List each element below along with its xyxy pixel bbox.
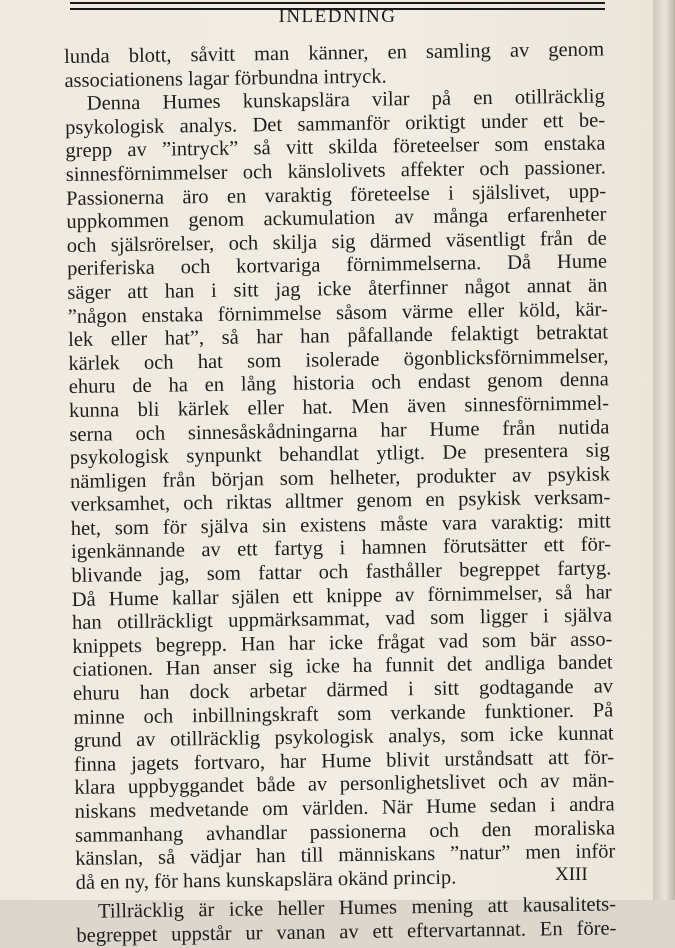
text-line: minne och inbillningskraft som verkande funktioner. På: [73, 699, 614, 729]
page-number: XIII: [555, 864, 588, 885]
text-line: Denna Humes kunskapslära vilar på en otillräcklig: [86, 85, 605, 115]
text-line: associationens lagar förbundna intryck.: [64, 65, 387, 92]
text-line: begreppet uppstår ur vanan av ett eftervartannat. En före-: [76, 917, 617, 947]
text-line: grund av otillräcklig psykologisk analys, som icke kunnat: [73, 722, 614, 753]
text-line: het, som för själva sin existens måste vara varaktig: mitt: [70, 510, 611, 540]
text-line: lunda blott, såvitt man känner, en samling av genom: [64, 38, 605, 68]
text-line: ”någon enstaka förnimmelse såsom värme eller köld, kär-: [67, 297, 608, 328]
text-line: ciationen. Han anser sig icke ha funnit det andliga bandet: [72, 651, 613, 682]
text-line: kärlek och hat som isolerade ögonblicksförnimmelser,: [68, 345, 609, 375]
text-line: sinnesförnimmelser och känslolivets affekter och passioner.: [65, 156, 606, 186]
text-line: och själsrörelser, och skilja sig därmed väsentligt från de: [66, 227, 607, 257]
text-line: säger att han i sitt jag icke återfinner något annat än: [67, 274, 608, 304]
text-line: ehuru de ha en lång historia och endast genom denna: [68, 368, 609, 399]
body-text: [64, 38, 617, 948]
text-line: ehuru han dock arbetar därmed i sitt godtagande av: [72, 675, 614, 705]
text-line: periferiska och kortvariga förnimmelserna. Då Hume: [66, 250, 608, 281]
text-line: Passionerna äro en varaktig företeelse i själslivet, upp-: [65, 180, 607, 210]
text-line: Då Hume kallar själen ett knippe av förnimmelser, så har: [71, 581, 612, 611]
text-line: Tillräcklig är icke heller Humes mening att kausalitets-: [97, 893, 617, 923]
text-line: psykologisk synpunkt behandlat ytligt. De presentera sig: [69, 439, 610, 470]
text-line: psykologisk analys. Det sammanför oriktigt under ett be-: [64, 109, 606, 139]
text-line: verksamhet, och riktas alltmer genom en psykisk verksam-: [70, 486, 611, 517]
running-head: INLEDNING: [278, 6, 397, 27]
text-line: klara uppbyggandet både av personlighetslivet och av män-: [74, 769, 615, 800]
text-line: då en ny, för hans kunskapslära okänd princip.: [75, 866, 457, 894]
text-line: grepp av ”intryck” så vitt skilda företeelser som enstaka: [65, 132, 606, 163]
text-line: knippets begrepp. Han har icke frågat vad som bär asso-: [72, 628, 613, 658]
text-line: igenkännande av ett fartyg i hamnen förutsätter ett för-: [70, 533, 612, 564]
text-line: blivande jag, som fattar och fasthåller begreppet fartyg.: [71, 557, 612, 588]
text-line: finna jagets fortvaro, har Hume blivit urståndsatt att för-: [73, 746, 615, 776]
text-line: han otillräckligt uppmärksammat, vad som ligger i själva: [71, 604, 613, 635]
text-line: niskans medvetande om världen. När Hume sedan i andra: [74, 793, 615, 823]
text-line: serna och sinnesåskådningarna har Hume från nutida: [69, 415, 610, 446]
text-line: sammanhang avhandlar passionerna och den moraliska: [74, 816, 616, 847]
text-line: uppkommen genom ackumulation av många erfarenheter: [66, 203, 607, 234]
text-line: känslan, så vädjar han till människans ”natur” men inför: [75, 840, 616, 871]
text-line: nämligen från början som helheter, produkter av psykisk: [69, 463, 611, 493]
text-line: kunna bli kärlek eller hat. Men även sinnesförnimmel-: [68, 392, 610, 422]
page-edge: [653, 0, 675, 900]
text-line: lek eller hat”, så har han påfallande felaktigt betraktat: [67, 321, 609, 352]
